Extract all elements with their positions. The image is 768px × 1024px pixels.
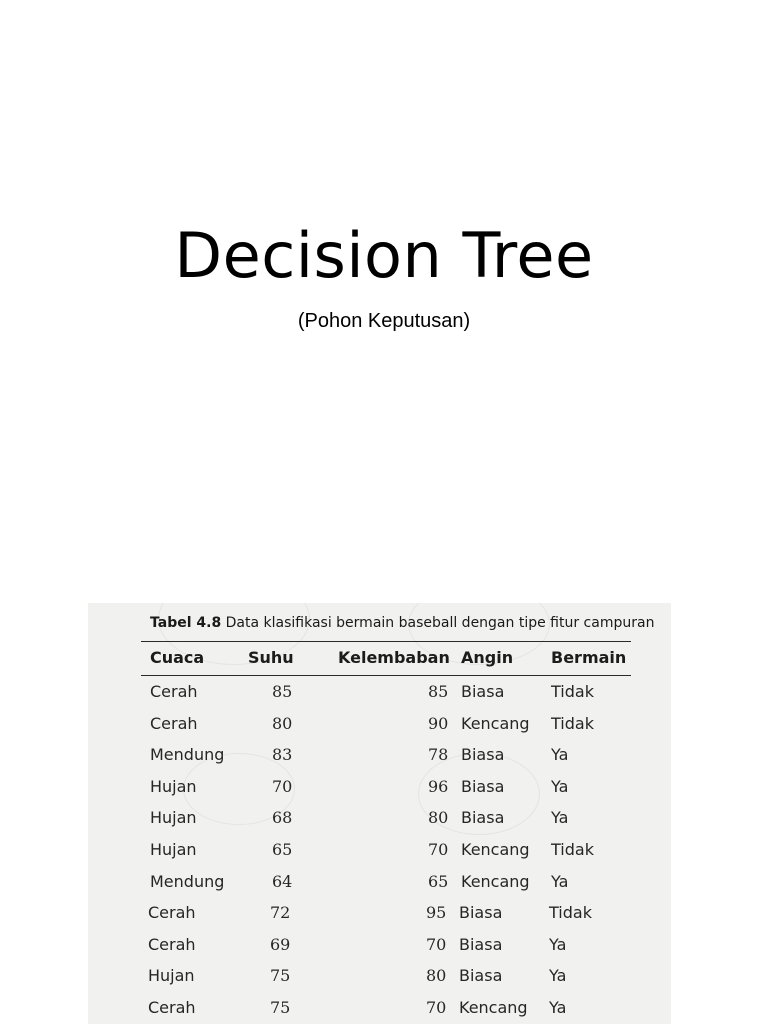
cell-kelembaban: 78 [428, 745, 449, 765]
slide-title: Decision Tree [174, 219, 594, 292]
cell-angin: Biasa [459, 934, 503, 954]
cell-cuaca: Cerah [150, 713, 198, 733]
cell-kelembaban: 70 [426, 998, 447, 1017]
cell-angin: Biasa [461, 808, 505, 828]
cell-suhu: 83 [272, 745, 293, 765]
cell-suhu: 80 [272, 713, 293, 733]
cell-bermain: Tidak [551, 713, 594, 733]
cell-cuaca: Cerah [148, 903, 196, 923]
cell-angin: Kencang [461, 840, 530, 859]
cell-kelembaban: 70 [428, 840, 449, 859]
table-caption-text: Data klasifikasi bermain baseball dengan tipe fitur campuran [221, 615, 655, 631]
cell-bermain: Ya [551, 871, 569, 891]
cell-angin: Biasa [459, 966, 503, 986]
cell-bermain: Tidak [551, 840, 594, 859]
cell-cuaca: Cerah [148, 934, 196, 954]
cell-kelembaban: 96 [428, 776, 449, 796]
cell-kelembaban: 85 [428, 682, 449, 701]
cell-cuaca: Hujan [150, 808, 197, 828]
cell-suhu: 64 [272, 871, 293, 891]
header-suhu: Suhu [248, 648, 294, 667]
header-kelembaban: Kelembaban [338, 648, 450, 667]
cell-kelembaban: 65 [428, 871, 449, 891]
cell-bermain: Ya [549, 934, 567, 954]
table-header-rule [141, 675, 631, 676]
cell-kelembaban: 80 [426, 966, 447, 986]
cell-angin: Biasa [461, 745, 505, 765]
cell-kelembaban: 70 [426, 934, 447, 954]
cell-cuaca: Mendung [150, 871, 225, 891]
cell-angin: Biasa [461, 776, 505, 796]
cell-suhu: 70 [272, 776, 293, 796]
slide-subtitle: (Pohon Keputusan) [297, 310, 471, 332]
cell-suhu: 75 [270, 998, 291, 1017]
cell-bermain: Ya [551, 776, 569, 796]
cell-angin: Kencang [461, 871, 530, 891]
cell-kelembaban: 95 [426, 903, 447, 923]
cell-bermain: Ya [549, 998, 567, 1017]
cell-cuaca: Hujan [150, 776, 197, 796]
cell-angin: Biasa [459, 903, 503, 923]
cell-bermain: Ya [551, 745, 569, 765]
cell-suhu: 68 [272, 808, 293, 828]
cell-bermain: Tidak [549, 903, 592, 923]
header-cuaca: Cuaca [150, 648, 205, 667]
cell-cuaca: Hujan [150, 840, 197, 859]
cell-cuaca: Mendung [150, 745, 225, 765]
cell-suhu: 85 [272, 682, 293, 701]
cell-suhu: 65 [272, 840, 293, 859]
table-top-rule [141, 641, 631, 642]
header-angin: Angin [461, 648, 514, 667]
scanned-table-image [88, 603, 671, 1024]
table-caption-label: Tabel 4.8 [150, 615, 222, 631]
cell-bermain: Ya [549, 966, 567, 986]
cell-suhu: 72 [270, 903, 291, 923]
cell-bermain: Tidak [551, 682, 594, 701]
cell-suhu: 69 [270, 934, 291, 954]
cell-kelembaban: 90 [428, 713, 449, 733]
table-caption [150, 615, 654, 631]
cell-angin: Kencang [461, 713, 530, 733]
cell-bermain: Ya [551, 808, 569, 828]
cell-cuaca: Cerah [148, 998, 196, 1017]
cell-angin: Kencang [459, 998, 528, 1017]
cell-suhu: 75 [270, 966, 291, 986]
cell-angin: Biasa [461, 682, 505, 701]
cell-cuaca: Hujan [148, 966, 195, 986]
cell-cuaca: Cerah [150, 682, 198, 701]
cell-kelembaban: 80 [428, 808, 449, 828]
header-bermain: Bermain [551, 648, 627, 667]
